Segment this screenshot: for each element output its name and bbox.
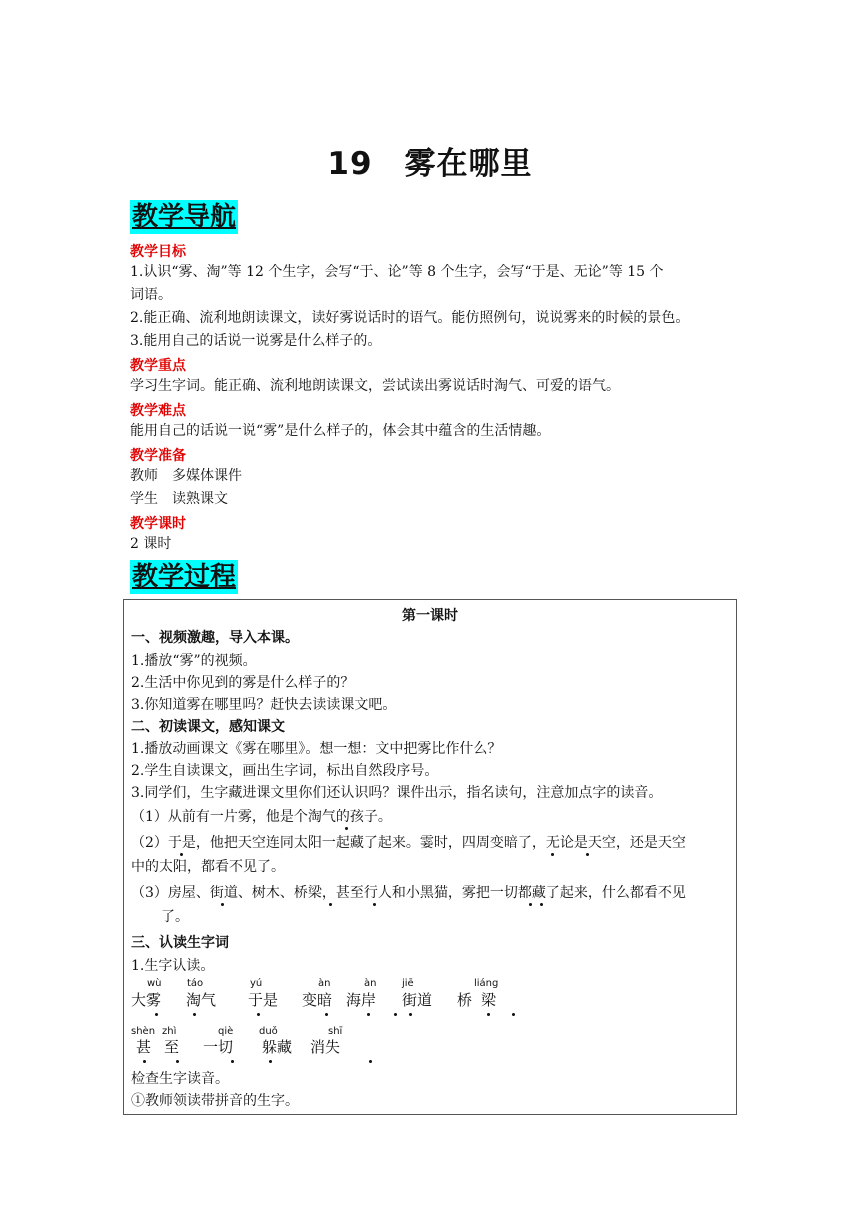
- section-1-heading: 一、视频激趣，导入本课。: [131, 630, 299, 646]
- hours-text: 2 课时: [130, 536, 172, 552]
- emphasis-dot: [180, 853, 183, 856]
- prep-heading: 教学准备: [130, 448, 186, 464]
- emphasis-dot: [193, 1013, 196, 1016]
- section-1-item-1: 1.播放“雾”的视频。: [131, 653, 257, 669]
- goal-line-1b: 词语。: [130, 287, 172, 303]
- pinyin: zhì: [162, 1026, 177, 1037]
- pinyin: yú: [250, 978, 263, 989]
- emphasis-dot: [551, 853, 554, 856]
- pinyin: jiē: [402, 978, 414, 989]
- emphasis-dot: [155, 1013, 158, 1016]
- lesson-title: 第一课时: [402, 608, 458, 624]
- vocab-word: 梁: [481, 991, 497, 1009]
- emphasis-dot: [540, 903, 543, 906]
- teaching-process-heading: 教学过程: [132, 562, 237, 592]
- goal-line-2: 2.能正确、流利地朗读课文，读好雾说话时的语气。能仿照例句，说说雾来的时候的景色。: [130, 310, 690, 326]
- pinyin: duǒ: [259, 1026, 278, 1037]
- emphasis-dot: [529, 903, 532, 906]
- pinyin: àn: [364, 978, 377, 989]
- sentence-2-line-2: 中的太阳，都看不见了。: [131, 859, 285, 875]
- vocab-word: 街道: [402, 991, 433, 1009]
- pinyin: liáng: [474, 978, 499, 989]
- section-1-item-3: 3.你知道雾在哪里吗？赶快去读读课文吧。: [131, 697, 397, 713]
- emphasis-dot: [394, 1013, 397, 1016]
- emphasis-dot: [586, 853, 589, 856]
- pinyin: táo: [187, 978, 204, 989]
- prep-teacher: 教师 多媒体课件: [130, 468, 242, 484]
- hours-heading: 教学课时: [130, 516, 186, 532]
- difficulty-heading: 教学难点: [130, 403, 186, 419]
- section-2-item-2: 2.学生自读课文，画出生字词，标出自然段序号。: [131, 763, 439, 779]
- vocab-word: 海岸: [346, 991, 377, 1009]
- lesson-box: [123, 599, 737, 1115]
- page-title: 19 雾在哪里: [327, 146, 533, 182]
- sentence-3-line-1: （3）房屋、街道、树木、桥梁，甚至行人和小黑猫，雾把一切都藏了起来，什么都看不见: [131, 885, 686, 901]
- section-2-item-3: 3.同学们，生字藏进课文里你们还认识吗？课件出示，指名读句，注意加点字的读音。: [131, 785, 663, 801]
- vocab-word: 大雾: [131, 991, 162, 1009]
- goal-line-1: 1.认识“雾、淘”等 12 个生字，会写“于、论”等 8 个生字，会写“于是、无论”等 15 个: [130, 264, 664, 280]
- section-2-heading: 二、初读课文，感知课文: [131, 719, 285, 735]
- teaching-navigation-heading: 教学导航: [132, 202, 237, 232]
- sentence-1: （1）从前有一片雾，他是个淘气的孩子。: [131, 809, 392, 825]
- check-item-1: ①教师领读带拼音的生字。: [131, 1093, 299, 1109]
- emphasis-dot: [325, 1013, 328, 1016]
- difficulty-text: 能用自己的话说一说“雾”是什么样子的，体会其中蕴含的生活情趣。: [130, 423, 551, 439]
- pinyin: shī: [328, 1026, 343, 1037]
- emphasis-dot: [221, 903, 224, 906]
- prep-student: 学生 读熟课文: [130, 491, 228, 507]
- vocab-word: 甚: [136, 1038, 152, 1056]
- goal-heading: 教学目标: [130, 244, 186, 260]
- section-1-item-2: 2.生活中你见到的雾是什么样子的？: [131, 675, 355, 691]
- emphasis-dot: [345, 827, 348, 830]
- sentence-2-line-1: （2）于是，他把天空连同太阳一起藏了起来。霎时，四周变暗了，无论是天空，还是天空: [131, 835, 686, 851]
- emphasis-dot: [176, 1060, 179, 1063]
- pinyin: àn: [318, 978, 331, 989]
- section-2-item-1: 1.播放动画课文《雾在哪里》。想一想：文中把雾比作什么？: [131, 741, 502, 757]
- goal-line-3: 3.能用自己的话说一说雾是什么样子的。: [130, 333, 382, 349]
- vocab-word: 淘气: [186, 991, 217, 1009]
- emphasis-dot: [409, 1013, 412, 1016]
- pinyin: shèn: [131, 1026, 156, 1037]
- vocab-word: 至: [164, 1038, 180, 1056]
- pinyin: qiè: [218, 1026, 234, 1037]
- pinyin: wù: [147, 978, 162, 989]
- emphasis-dot: [329, 903, 332, 906]
- key-text: 学习生字词。能正确、流利地朗读课文，尝试读出雾说话时淘气、可爱的语气。: [130, 378, 620, 394]
- emphasis-dot: [367, 1013, 370, 1016]
- emphasis-dot: [257, 1013, 260, 1016]
- emphasis-dot: [373, 903, 376, 906]
- vocab-word: 消失: [310, 1038, 341, 1056]
- vocab-word: 于是: [248, 991, 279, 1009]
- vocab-word: 变暗: [302, 991, 333, 1009]
- section-3-item-1: 1.生字认读。: [131, 958, 215, 974]
- emphasis-dot: [369, 1060, 372, 1063]
- section-3-heading: 三、认读生字词: [131, 935, 229, 951]
- check-text: 检查生字读音。: [131, 1071, 229, 1087]
- sentence-3-line-2: 了。: [161, 909, 189, 925]
- emphasis-dot: [512, 1013, 515, 1016]
- vocab-word: 一切: [203, 1038, 234, 1056]
- emphasis-dot: [269, 1060, 272, 1063]
- key-heading: 教学重点: [130, 358, 186, 374]
- emphasis-dot: [143, 1060, 146, 1063]
- emphasis-dot: [487, 1013, 490, 1016]
- vocab-word: 躲藏: [262, 1038, 293, 1056]
- vocab-word: 桥: [457, 991, 473, 1009]
- emphasis-dot: [231, 1060, 234, 1063]
